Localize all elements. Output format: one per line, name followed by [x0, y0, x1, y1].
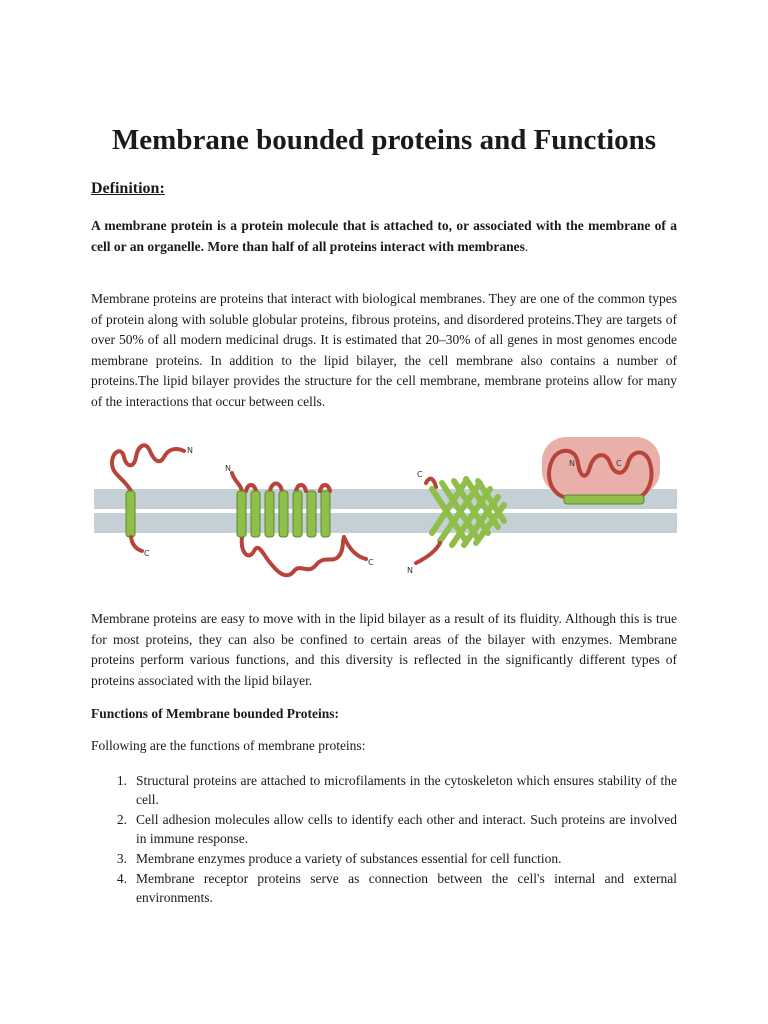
list-item-number: 4.: [116, 871, 127, 886]
fluidity-paragraph: Membrane proteins are easy to move with in the lipid bilayer as a result of its fluidity. Although this is true for most proteins, they can also be confined to certain areas of the bilayer with enzymes. Membrane proteins perform various functions, and this diversity is reflected in the significantly different types of proteins associated with the lipid bilayer.: [91, 611, 677, 688]
protein2-c-label: C: [368, 558, 374, 567]
list-item: [91, 810, 677, 848]
page-title: Membrane bounded proteins and Functions: [111, 124, 657, 156]
list-item-number: 2.: [116, 812, 127, 827]
peripheral-protein: [542, 437, 660, 504]
membrane-inner-leaflet: [94, 513, 677, 533]
intro-paragraph: Membrane proteins are proteins that interact with biological membranes. They are one of the common types of protein along with soluble globular proteins, fibrous proteins, and disordered proteins.They are targets of over 50% of all modern medicinal drugs. It is estimated that 20–30% of all genes in most genomes encode membrane proteins. In addition to the lipid bilayer, the cell membrane also contains a number of proteins.The lipid bilayer provides the structure for the cell membrane, membrane proteins allow for many of the interactions that occur between cells.: [91, 291, 677, 409]
list-item: [91, 869, 677, 907]
functions-intro: Following are the functions of membrane proteins:: [91, 738, 366, 753]
definition-tail: .: [524, 239, 529, 254]
protein2-n-label: N: [225, 464, 231, 473]
definition-heading: Definition:: [91, 180, 165, 197]
protein3-n-label: N: [407, 566, 413, 575]
membrane-protein-figure: [94, 433, 677, 593]
protein1-c-label: C: [144, 549, 150, 558]
definition-text: A membrane protein is a protein molecule that is attached to, or associated with the membrane of a cell or an organelle. More than half of all proteins interact with membranes: [91, 218, 677, 254]
membrane-protein-diagram: [94, 433, 677, 593]
functions-list: [91, 771, 677, 908]
list-item-text: Membrane enzymes produce a variety of substances essential for cell function.: [136, 851, 562, 866]
list-item-text: Membrane receptor proteins serve as connection between the cell's internal and external environments.: [136, 871, 677, 905]
protein1-n-label: N: [187, 446, 193, 455]
protein4-n-label: N: [569, 459, 575, 468]
list-item-text: Structural proteins are attached to microfilaments in the cytoskeleton which ensures stability of the cell.: [136, 773, 677, 807]
list-item-number: 1.: [116, 773, 127, 788]
list-item-number: 3.: [116, 851, 127, 866]
functions-heading: Functions of Membrane bounded Proteins:: [91, 706, 340, 721]
list-item-text: Cell adhesion molecules allow cells to identify each other and interact. Such proteins are involved in immune response.: [136, 812, 677, 846]
protein3-c-label: C: [417, 470, 423, 479]
definition-paragraph: [91, 215, 677, 257]
list-item: [91, 771, 677, 809]
list-item: [91, 849, 677, 868]
protein4-c-label: C: [616, 459, 622, 468]
